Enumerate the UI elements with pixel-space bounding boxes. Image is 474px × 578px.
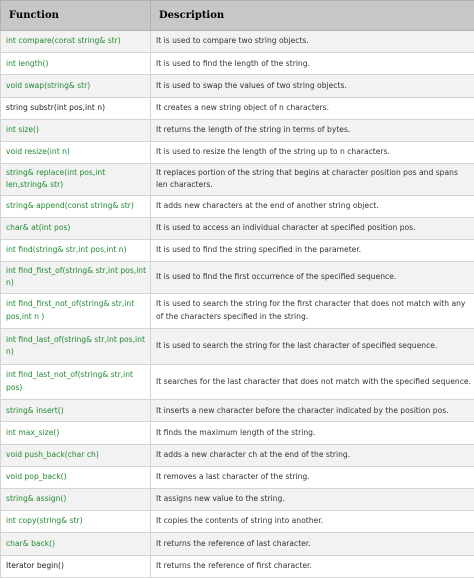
- function-cell: string& insert(): [1, 400, 151, 422]
- description-cell: It inserts a new character before the character indicated by the position pos.: [151, 400, 474, 422]
- function-cell: int find_first_not_of(string& str,int pos,int n ): [1, 293, 151, 329]
- function-cell: char& at(int pos): [1, 217, 151, 239]
- function-cell: int compare(const string& str): [1, 31, 151, 53]
- description-column-header: Description: [151, 1, 474, 31]
- table-row: [1, 119, 474, 141]
- description-cell: It finds the maximum length of the string.: [151, 422, 474, 444]
- table-row: [1, 217, 474, 239]
- description-cell: It is used to resize the length of the string up to n characters.: [151, 141, 474, 163]
- function-cell: int find(string& str,int pos,int n): [1, 240, 151, 262]
- table-row: [1, 400, 474, 422]
- description-cell: It returns the reference of last character.: [151, 533, 474, 555]
- description-cell: It copies the contents of string into another.: [151, 511, 474, 533]
- header-row: [1, 1, 474, 31]
- table-row: [1, 444, 474, 466]
- function-cell: string& assign(): [1, 488, 151, 510]
- table-row: [1, 75, 474, 97]
- function-column-header: Function: [1, 1, 151, 31]
- function-cell: void push_back(char ch): [1, 444, 151, 466]
- description-cell: It creates a new string object of n characters.: [151, 97, 474, 119]
- table-row: [1, 555, 474, 577]
- table-row: [1, 422, 474, 444]
- table-row: [1, 329, 474, 365]
- description-cell: It returns the length of the string in terms of bytes.: [151, 119, 474, 141]
- function-cell: int size(): [1, 119, 151, 141]
- description-cell: It is used to search the string for the last character of specified sequence.: [151, 329, 474, 365]
- function-cell: void resize(int n): [1, 141, 151, 163]
- table-row: [1, 164, 474, 196]
- description-cell: It is used to find the string specified in the parameter.: [151, 240, 474, 262]
- table-row: [1, 31, 474, 53]
- description-cell: It is used to swap the values of two string objects.: [151, 75, 474, 97]
- description-cell: It removes a last character of the string.: [151, 466, 474, 488]
- function-cell: int length(): [1, 53, 151, 75]
- description-cell: It searches for the last character that does not match with the specified sequence.: [151, 364, 474, 400]
- description-cell: It adds a new character ch at the end of the string.: [151, 444, 474, 466]
- function-cell: int find_last_not_of(string& str,int pos): [1, 364, 151, 400]
- table-row: [1, 466, 474, 488]
- table-row: [1, 240, 474, 262]
- description-cell: It is used to compare two string objects.: [151, 31, 474, 53]
- table-row: [1, 195, 474, 217]
- table-row: [1, 511, 474, 533]
- description-cell: It adds new characters at the end of another string object.: [151, 195, 474, 217]
- table-body: [1, 31, 474, 578]
- table-row: [1, 293, 474, 329]
- description-cell: It replaces portion of the string that begins at character position pos and spans len characters.: [151, 164, 474, 196]
- function-cell: Iterator begin(): [1, 555, 151, 577]
- description-cell: It is used to search the string for the first character that does not match with any of the characters specified in the string.: [151, 293, 474, 329]
- function-cell: char& back(): [1, 533, 151, 555]
- function-cell: string& replace(int pos,int len,string& str): [1, 164, 151, 196]
- table-row: [1, 141, 474, 163]
- description-cell: It is used to access an individual character at specified position pos.: [151, 217, 474, 239]
- table-row: [1, 533, 474, 555]
- function-cell: int find_first_of(string& str,int pos,int n): [1, 262, 151, 294]
- table-row: [1, 364, 474, 400]
- description-cell: It assigns new value to the string.: [151, 488, 474, 510]
- function-cell: void swap(string& str): [1, 75, 151, 97]
- description-cell: It is used to find the length of the string.: [151, 53, 474, 75]
- table-row: [1, 488, 474, 510]
- description-cell: It returns the reference of first character.: [151, 555, 474, 577]
- description-cell: It is used to find the first occurrence of the specified sequence.: [151, 262, 474, 294]
- function-cell: int find_last_of(string& str,int pos,int n): [1, 329, 151, 365]
- table-row: [1, 53, 474, 75]
- function-cell: string substr(int pos,int n): [1, 97, 151, 119]
- table-row: [1, 262, 474, 294]
- function-cell: string& append(const string& str): [1, 195, 151, 217]
- function-cell: void pop_back(): [1, 466, 151, 488]
- table-row: [1, 97, 474, 119]
- function-cell: int max_size(): [1, 422, 151, 444]
- function-cell: int copy(string& str): [1, 511, 151, 533]
